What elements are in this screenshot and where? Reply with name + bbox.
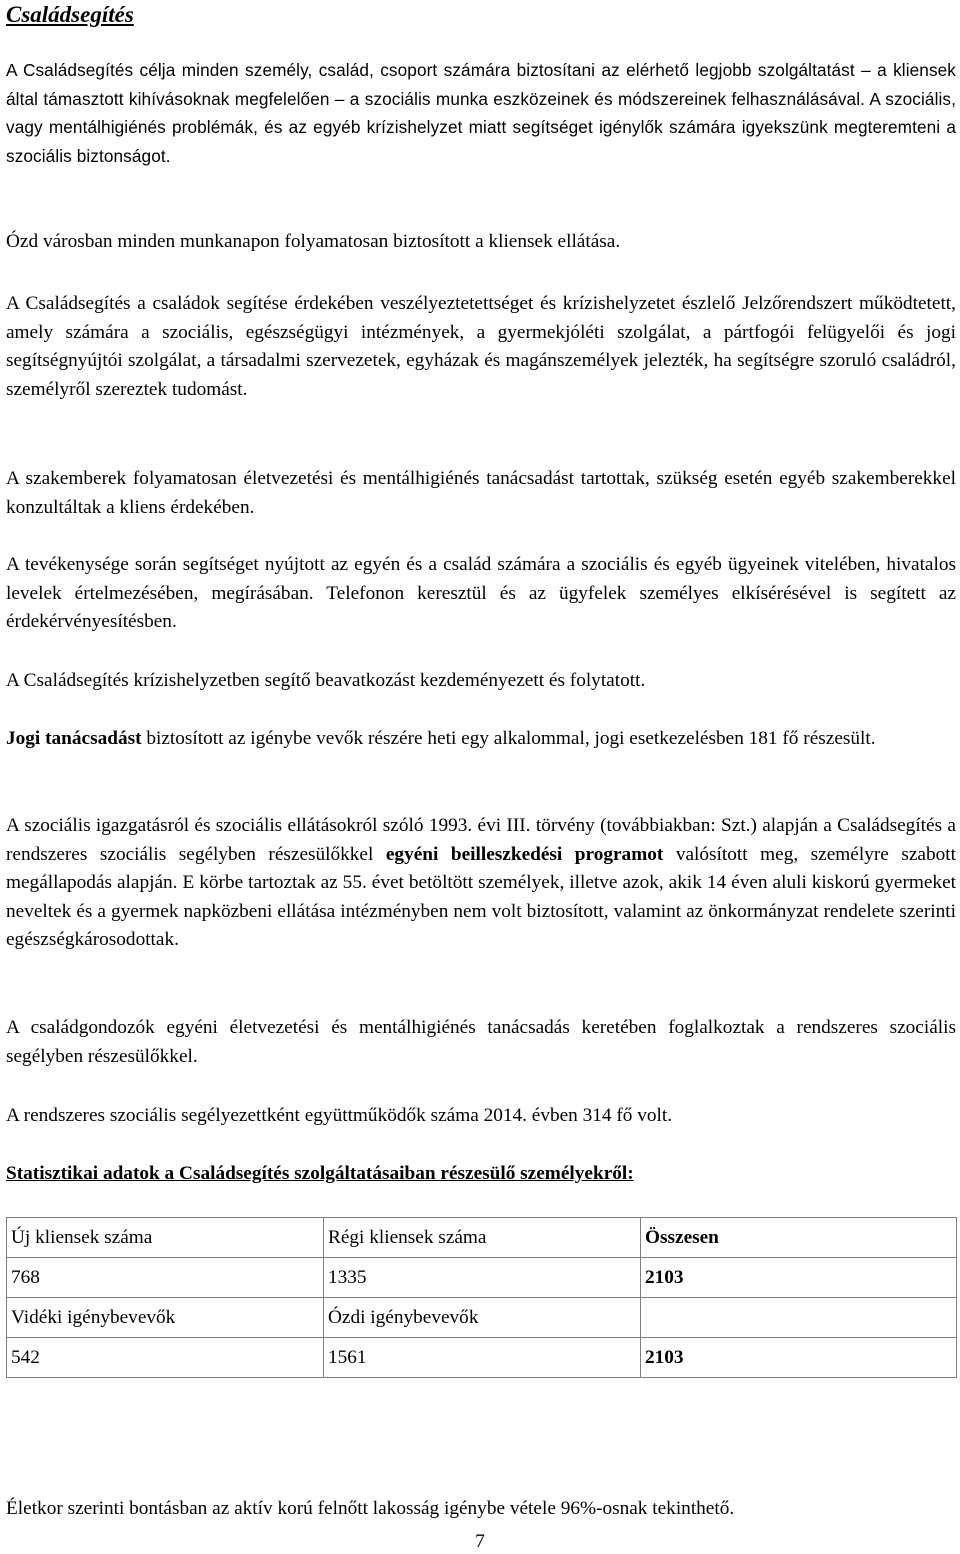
family-care-paragraph: A családgondozók egyéni életvezetési és mentálhigiénés tanácsadás keretében foglalkoztak a rendszeres szociális segélyben részesülőkkel. bbox=[6, 1017, 956, 1067]
crisis-paragraph: A Családsegítés krízishelyzetben segítő beavatkozást kezdeményezett és folytatott. bbox=[6, 670, 646, 691]
table-cell: Összesen bbox=[641, 1218, 957, 1258]
cooperation-count-paragraph: A rendszeres szociális segélyezettként együttműködők száma 2014. évben 314 fő volt. bbox=[6, 1105, 673, 1126]
integration-bold: egyéni beilleszkedési programot bbox=[385, 843, 664, 865]
table-cell: 2103 bbox=[641, 1258, 957, 1298]
integration-text-b: valósított meg, személyre szabott megállapodás alapján. E körbe tartoztak az 55. évet betöltött személyek, illetve azok, akik 14 éven aluli kiskorú gyermeket neveltek és a gyermek napközbeni ellátása intézményben nem volt biztosított, valamint az önkormányzat rendelete szerinti egészségkárosodottak. bbox=[6, 843, 956, 950]
stats-table bbox=[6, 1217, 957, 1378]
table-cell: 768 bbox=[7, 1258, 324, 1298]
legal-advice-text: biztosított az igénybe vevők részére heti egy alkalommal, jogi esetkezelésben 181 fő részesült. bbox=[141, 728, 876, 749]
table-cell: Régi kliensek száma bbox=[324, 1218, 641, 1258]
table-cell: Új kliensek száma bbox=[7, 1218, 324, 1258]
assistance-paragraph: A tevékenysége során segítséget nyújtott az egyén és a család számára a szociális és egyéb ügyeinek vitelében, hivatalos levelek értelmezésében, megírásában. Telefonon keresztül és az ügyfelek személyes elkísérésével is segített az érdekérvényesítésben. bbox=[6, 554, 956, 632]
table-cell: Ózdi igénybevevők bbox=[324, 1298, 641, 1338]
age-breakdown-paragraph: Életkor szerinti bontásban az aktív korú felnőtt lakosság igénybe vétele 96%-osnak tekinthető. bbox=[6, 1498, 735, 1519]
service-availability-paragraph: Ózd városban minden munkanapon folyamatosan biztosított a kliensek ellátása. bbox=[6, 231, 621, 252]
table-row bbox=[7, 1258, 957, 1298]
table-cell: 1561 bbox=[324, 1338, 641, 1378]
page-number: 7 bbox=[475, 1531, 485, 1552]
legal-advice-bold: Jogi tanácsadást bbox=[6, 728, 142, 749]
table-cell: 542 bbox=[7, 1338, 324, 1378]
table-cell: 2103 bbox=[641, 1338, 957, 1378]
page-title: Családsegítés bbox=[6, 2, 134, 27]
table-row bbox=[7, 1218, 957, 1258]
legal-advice-paragraph bbox=[6, 725, 956, 754]
counseling-paragraph: A szakemberek folyamatosan életvezetési és mentálhigiénés tanácsadást tartottak, szükség esetén egyéb szakemberekkel konzultáltak a kliens érdekében. bbox=[6, 468, 956, 518]
table-cell: 1335 bbox=[324, 1258, 641, 1298]
intro-paragraph: A Családsegítés célja minden személy, család, csoport számára biztosítani az elérhető legjobb szolgáltatást – a kliensek által támasztott kihívásoknak megfelelően – a szociális munka eszközeinek és módszereinek felhasználásával. A szociális, vagy mentálhigiénés problémák, és az egyéb krízishelyzet miatt segítséget igénylők számára igyekszünk megteremteni a szociális biztonságot. bbox=[6, 60, 956, 166]
table-row bbox=[7, 1338, 957, 1378]
integration-program-paragraph bbox=[6, 812, 956, 955]
table-cell: Vidéki igénybevevők bbox=[7, 1298, 324, 1338]
integration-text-a: A szociális igazgatásról és szociális ellátásokról szóló 1993. évi III. törvény (továbbiakban: Szt.) alapján a Családsegítés a rendszeres szociális segélyben részesülőkkel bbox=[6, 815, 956, 865]
stats-heading: Statisztikai adatok a Családsegítés szolgáltatásaiban részesülő személyekről: bbox=[6, 1163, 634, 1184]
table-row bbox=[7, 1298, 957, 1338]
signal-system-paragraph: A Családsegítés a családok segítése érdekében veszélyeztetettséget és krízishelyzetet észlelő Jelzőrendszert működtetett, amely számára a szociális, egészségügyi intézmények, a gyermekjóléti szolgálat, a pártfogói felügyelői és jogi segítségnyújtói szolgálat, a társadalmi szervezetek, egyházak és magánszemélyek jelezték, ha segítségre szoruló családról, személyről szereztek tudomást. bbox=[6, 293, 956, 400]
table-cell bbox=[641, 1298, 957, 1338]
